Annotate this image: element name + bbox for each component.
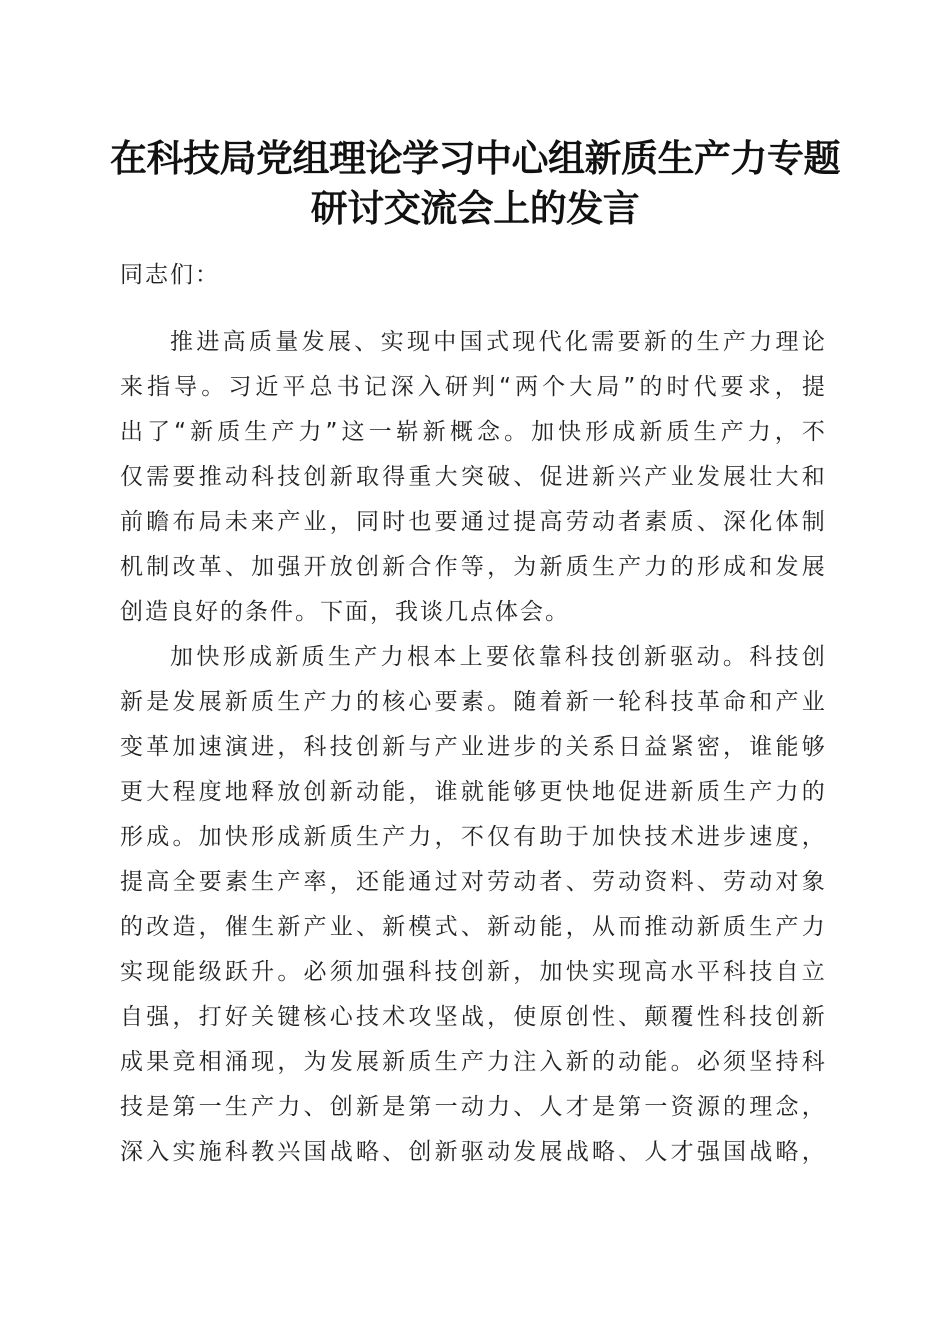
paragraph-line: 提 高 全 要 素 生 产 率 ， 还 能 通 过 对 劳 动 者 、 劳 动 资 料 、 劳 动 对 象 <box>120 869 825 895</box>
paragraph-1 <box>120 320 825 635</box>
paragraph-line: 推 进 高 质 量 发 展 、 实 现 中 国 式 现 代 化 需 要 新 的 生 产 力 理 论 <box>170 329 825 355</box>
paragraph-line: 成 果 竞 相 涌 现 ， 为 发 展 新 质 生 产 力 注 入 新 的 动 能 。 必 须 坚 持 科 <box>120 1049 825 1075</box>
paragraph-line: 创造良好的条件。下面，我谈几点体会。 <box>120 599 570 625</box>
document-title-line-1: 在科技局党组理论学习中心组新质生产力专题 <box>110 136 840 180</box>
paragraph-2 <box>120 635 825 1175</box>
paragraph-line: 加 快 形 成 新 质 生 产 力 根 本 上 要 依 靠 科 技 创 新 驱 动 。 科 技 创 <box>170 644 825 670</box>
paragraph-line: 出 了 “ 新 质 生 产 力 ” 这 一 崭 新 概 念 。 加 快 形 成 新 质 生 产 力 ， 不 <box>120 419 825 445</box>
paragraph-line: 的 改 造 ， 催 生 新 产 业 、 新 模 式 、 新 动 能 ， 从 而 推 动 新 质 生 产 力 <box>120 914 825 940</box>
paragraph-line: 形 成 。 加 快 形 成 新 质 生 产 力 ， 不 仅 有 助 于 加 快 技 术 进 步 速 度 ， <box>120 824 825 850</box>
document-title-line-2: 研讨交流会上的发言 <box>310 186 640 230</box>
paragraph-line: 机 制 改 革 、 加 强 开 放 创 新 合 作 等 ， 为 新 质 生 产 力 的 形 成 和 发 展 <box>120 554 825 580</box>
paragraph-line: 变 革 加 速 演 进 ， 科 技 创 新 与 产 业 进 步 的 关 系 日 益 紧 密 ， 谁 能 够 <box>120 734 825 760</box>
paragraph-line: 技 是 第 一 生 产 力 、 创 新 是 第 一 动 力 、 人 才 是 第 一 资 源 的 理 念 ， <box>120 1094 825 1120</box>
paragraph-line: 新 是 发 展 新 质 生 产 力 的 核 心 要 素 。 随 着 新 一 轮 科 技 革 命 和 产 业 <box>120 689 825 715</box>
paragraph-line: 实 现 能 级 跃 升 。 必 须 加 强 科 技 创 新 ， 加 快 实 现 高 水 平 科 技 自 立 <box>120 959 825 985</box>
paragraph-line: 前 瞻 布 局 未 来 产 业 ， 同 时 也 要 通 过 提 高 劳 动 者 素 质 、 深 化 体 制 <box>120 509 825 535</box>
paragraph-line: 深 入 实 施 科 教 兴 国 战 略 、 创 新 驱 动 发 展 战 略 、 人 才 强 国 战 略 ， <box>120 1139 825 1165</box>
paragraph-line: 自 强 ， 打 好 关 键 核 心 技 术 攻 坚 战 ， 使 原 创 性 、 颠 覆 性 科 技 创 新 <box>120 1004 825 1030</box>
paragraph-line: 来 指 导 。 习 近 平 总 书 记 深 入 研 判 “ 两 个 大 局 ” 的 时 代 要 求 ， 提 <box>120 374 825 400</box>
salutation: 同志们： <box>120 262 220 288</box>
paragraph-line: 仅 需 要 推 动 科 技 创 新 取 得 重 大 突 破 、 促 进 新 兴 产 业 发 展 壮 大 和 <box>120 464 825 490</box>
paragraph-line: 更 大 程 度 地 释 放 创 新 动 能 ， 谁 就 能 够 更 快 地 促 进 新 质 生 产 力 的 <box>120 779 825 805</box>
